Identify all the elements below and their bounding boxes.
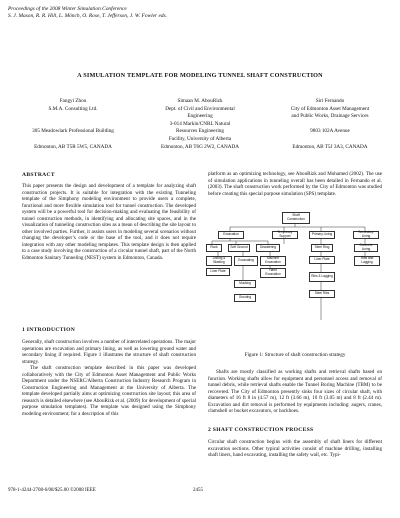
intro-heading: 1 INTRODUCTION <box>22 327 76 333</box>
node-temporary-support: Temporary Support <box>272 231 298 239</box>
page-number: 2455 <box>193 488 203 493</box>
node-ribs-lagging-2: Ribs & Lagging <box>309 272 335 282</box>
author-affil <box>14 136 132 144</box>
author-name: Fangyi Zhou <box>59 98 87 104</box>
figure-caption: Figure 1: Structure of shaft construction strategy <box>244 352 346 358</box>
node-steel-ribs: Steel Ribs <box>309 290 335 298</box>
author-affil <box>14 113 132 121</box>
proceedings-editors: S. J. Mason, R. R. Hill, L. Mönch, O. Rose, T. Jefferson, J. W. Fowler eds. <box>8 13 168 19</box>
author-affil: 305 Meadowlark Professional Building <box>32 128 114 135</box>
node-liner-plate: Liner Plate <box>309 256 335 264</box>
paper-title: A SIMULATION TEMPLATE FOR MODELING TUNNEL SHAFT CONSTRUCTION <box>77 72 323 79</box>
intro-paragraph-1: Generally, shaft construction involves a number of interrelated operations. The major operations are excavation and primary lining, as well as lowering ground water and secondary lining if required. Figure 1 illustrates the structure of shaft construction strategy. <box>22 339 196 365</box>
author-affil: Edmonton, AB T5R 5W5, CANADA <box>34 143 112 150</box>
node-soft-ground: Soft Ground <box>228 244 250 252</box>
author-affil: Edmonton, AB T5J 3A3, CANADA <box>292 143 368 150</box>
author-affil: Facility, University of Alberta <box>168 135 232 142</box>
figure-1 <box>208 210 382 340</box>
node-rock: Rock <box>206 244 222 252</box>
node-ribs-lagging: Ribs and Lagging <box>354 256 380 266</box>
proceedings-header <box>8 6 167 20</box>
abstract-heading: ABSTRACT <box>22 172 55 178</box>
author-2 <box>140 98 260 151</box>
author-affil: Dept. of Civil and Environmental <box>165 105 235 112</box>
author-name: Siri Fernando <box>315 98 345 104</box>
figure-connectors <box>208 210 382 340</box>
right-column-middle <box>208 369 382 415</box>
node-secondary-lining: Secondary Lining <box>353 231 379 239</box>
author-affil: S.M.A. Consulting Ltd. <box>48 105 98 112</box>
author-affil <box>268 136 392 144</box>
right-column-top <box>208 171 382 197</box>
node-excavation: Excavation <box>218 231 244 239</box>
node-drill-and-blasting: Drilling & Blasting <box>206 256 232 266</box>
node-liner-plate-2: Liner Plate <box>206 268 230 276</box>
node-mucking: Mucking <box>234 280 256 288</box>
author-affil: Edmonton, AB T6G 2W2, CANADA <box>160 143 239 150</box>
footer-copyright: 978-1-4244-2708-6/08/$25.00 ©2008 IEEE <box>8 488 96 493</box>
right-paragraph-3: Circular shaft construction begins with the assembly of shaft liners for different excavation sections. Other typical activities consist of machine drilling, installing shaft liners, hand excavating, installing the safety wall, etc. Typi- <box>208 439 382 459</box>
node-hand-excavation: Hand Excavation <box>260 268 286 278</box>
author-affil: 3-014 Markin/CNRL Natural <box>169 120 231 127</box>
author-affil: City of Edmonton Asset Management <box>290 105 370 112</box>
node-primary-lining: Primary Lining <box>309 231 335 239</box>
author-affil: Engineering <box>187 113 213 120</box>
proceedings-line-1: Proceedings of the 2008 Winter Simulation Conference <box>8 6 127 12</box>
intro-paragraph-2: The shaft construction template described in this paper was developed collaboratively with the City of Edmonton Asset Management and Public Works Department under the NSERC/Alberta Construction Industry Research Program in Construction Engineering and Management at the University of Alberta. The template developed partially aims at optimizing construction site layout; this area of research is detailed elsewhere (see AbouRizk et al. (2009) for development of special purpose simulation templates). The template was designed using the Simphony modeling environment; for a description of this <box>22 365 196 418</box>
author-affil: 9803 102A Avenue <box>310 128 350 135</box>
node-excavating: Excavating <box>234 256 258 266</box>
node-steel-ring: Steel Ring <box>311 244 333 252</box>
abstract-text: This paper presents the design and development of a template for analyzing shaft construction projects. It is suitable for integration with the existing Tunneling template of the Simphony modeling environment to provide users a complete, functional and more flexible simulation tool for tunnel construction. The developed system will be a powerful tool for decision-making and evaluating the feasibility of tunnel construction methods, in identifying and allocating site spaces, and in the visualization of tunneling construction sites as a mean of describing the site layout to other involved parties. Further, it assists users in modeling several scenarios without changing the developer’s code or the base of the tool, and it does not require integration with any other modeling templates. This template design is then applied to a case study involving the construction of a circular tunnel shaft, part of the North Edmonton Sanitary Tunneling (NEST) system in Edmonton, Canada. <box>22 183 196 262</box>
node-grouting: Grouting <box>234 294 256 302</box>
node-root: Shaft Construction <box>282 212 310 224</box>
right-paragraph-2: Shafts are mostly classified as working shafts and retrieval shafts based on function. Working shafts allow for equipment and personnel access and removal of tunnel debris, while retrieval shafts enable the Tunnel Boring Machine (TBM) to be recovered. The City of Edmonton presently sinks four sizes of circular shaft, with diameters of 16 ft 8 in (4.57 m), 12 ft (3.66 m), 10 ft (3.05 m) and 8 ft (2.44 m). Excavation and dirt removal is performed by equipments including: augers, cranes, clamshell or bucket excavators, or backhoes. <box>208 369 382 415</box>
right-column-bottom <box>208 439 382 459</box>
intro-body <box>22 339 196 418</box>
author-name: Simaan M. AbouRizk <box>177 98 223 104</box>
author-affil <box>268 121 392 129</box>
author-affil: and Public Works, Drainage Services <box>291 113 369 120</box>
author-affil: Resources Engineering <box>176 128 224 135</box>
section-2-heading: 2 SHAFT CONSTRUCTION PROCESS <box>208 427 314 433</box>
node-dewatering: Dewatering <box>256 244 280 252</box>
node-concrete-lining: Concrete Lining <box>354 244 378 252</box>
node-machine-excavation: Machine Excavation <box>260 256 286 266</box>
author-3 <box>268 98 392 151</box>
abstract-body <box>22 183 196 262</box>
author-1 <box>14 98 132 151</box>
right-paragraph-1: platform as an optimizing technology, see AbouRizk and Mohamed (2002). The use of simulation applications in tunneling overall has been detailed in Fernando et al. (2003). The shaft construction work performed by the City of Edmonton was studied before creating this special purpose simulation (SPS) template. <box>208 171 382 197</box>
